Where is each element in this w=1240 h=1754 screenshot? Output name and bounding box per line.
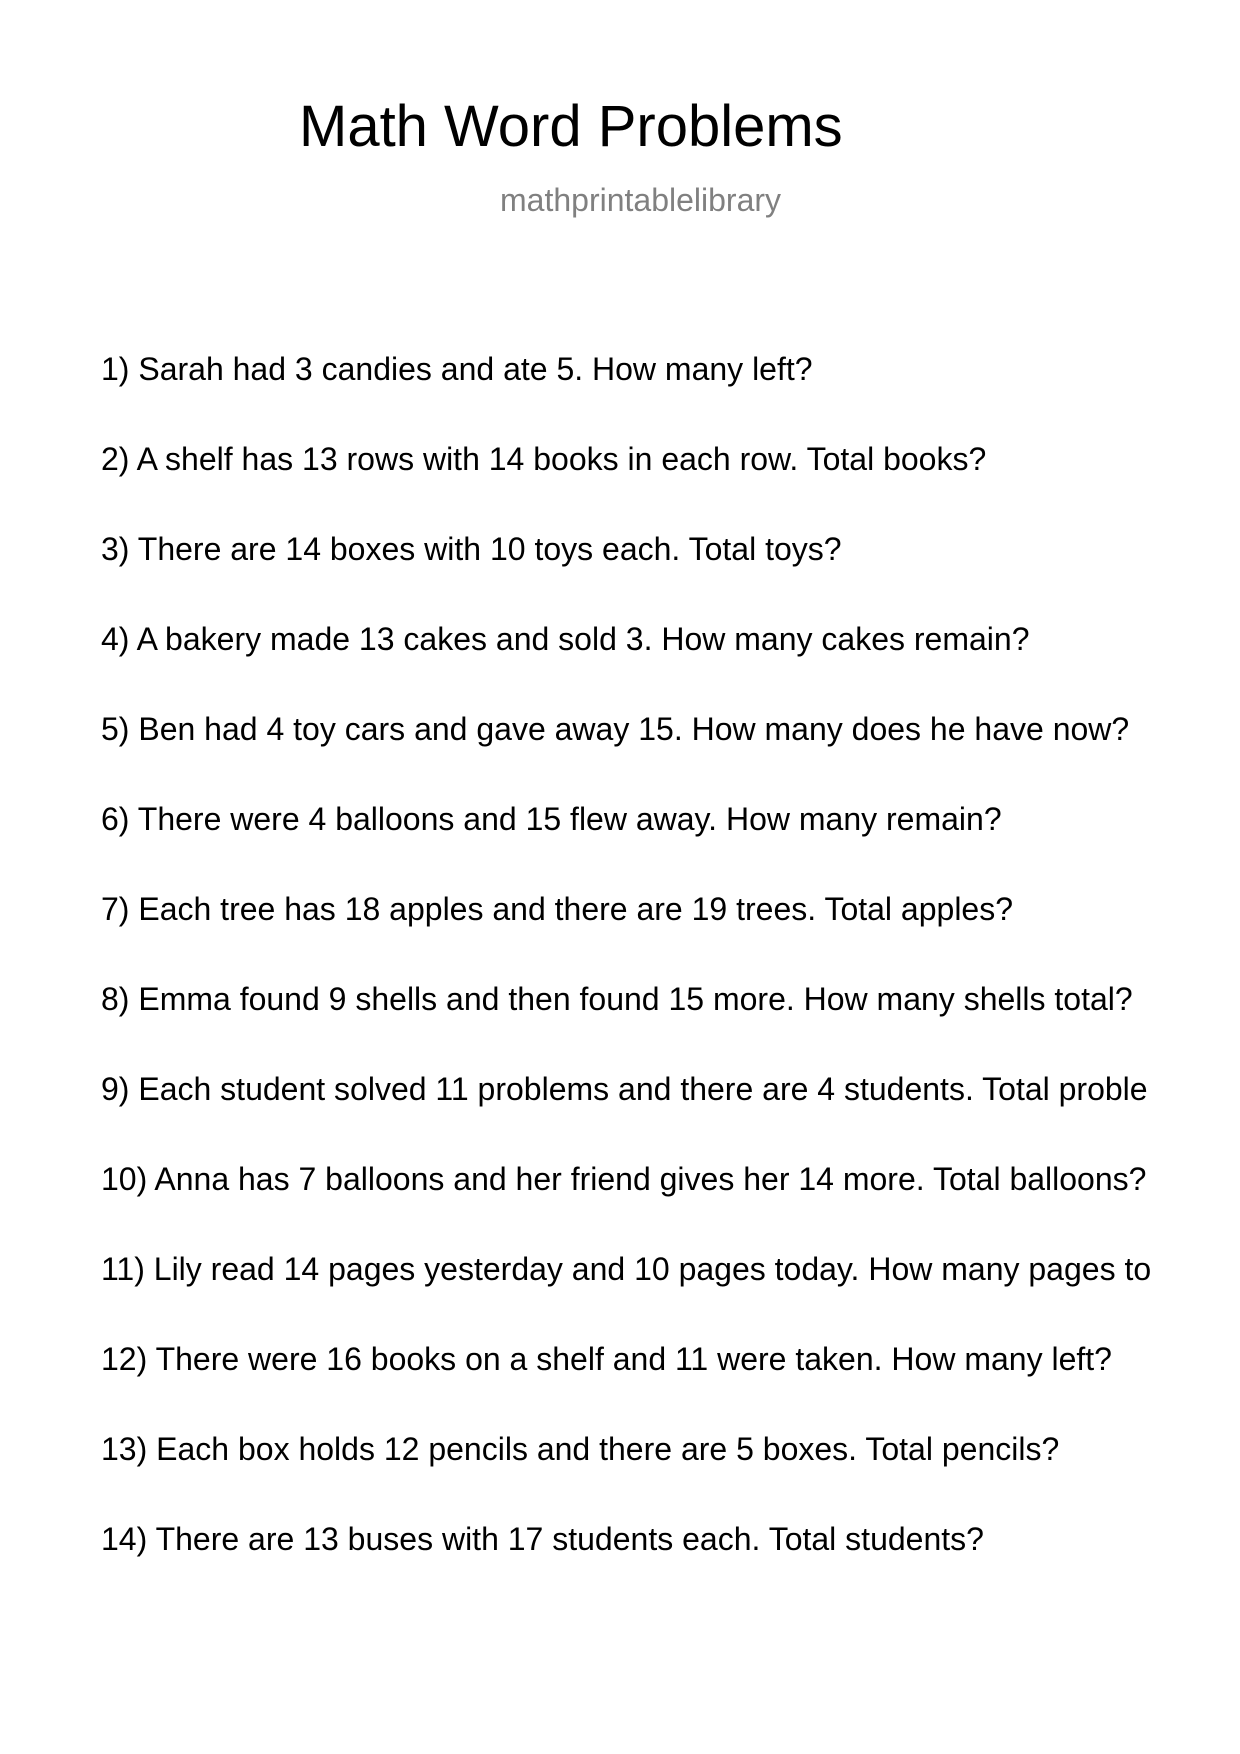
problem-item: 14) There are 13 buses with 17 students each. Total students? [101,1521,984,1557]
problem-item: 8) Emma found 9 shells and then found 15 more. How many shells total? [101,981,1133,1017]
problem-item: 10) Anna has 7 balloons and her friend gives her 14 more. Total balloons? [101,1161,1147,1197]
page-subtitle: mathprintablelibrary [500,182,782,218]
problem-item: 11) Lily read 14 pages yesterday and 10 pages today. How many pages to [101,1251,1152,1287]
problem-item: 6) There were 4 balloons and 15 flew away. How many remain? [101,801,1002,837]
problem-list [101,351,1240,1611]
problem-item: 7) Each tree has 18 apples and there are 19 trees. Total apples? [101,891,1014,927]
problem-item: 4) A bakery made 13 cakes and sold 3. How many cakes remain? [101,621,1030,657]
problem-item: 1) Sarah had 3 candies and ate 5. How many left? [101,351,813,387]
problem-item: 12) There were 16 books on a shelf and 11 were taken. How many left? [101,1341,1112,1377]
problem-item: 3) There are 14 boxes with 10 toys each. Total toys? [101,531,842,567]
problem-item: 5) Ben had 4 toy cars and gave away 15. How many does he have now? [101,711,1130,747]
problem-item: 2) A shelf has 13 rows with 14 books in each row. Total books? [101,441,987,477]
page-title: Math Word Problems [299,94,843,159]
problem-item: 13) Each box holds 12 pencils and there are 5 boxes. Total pencils? [101,1431,1060,1467]
problem-item: 9) Each student solved 11 problems and there are 4 students. Total proble [101,1071,1148,1107]
